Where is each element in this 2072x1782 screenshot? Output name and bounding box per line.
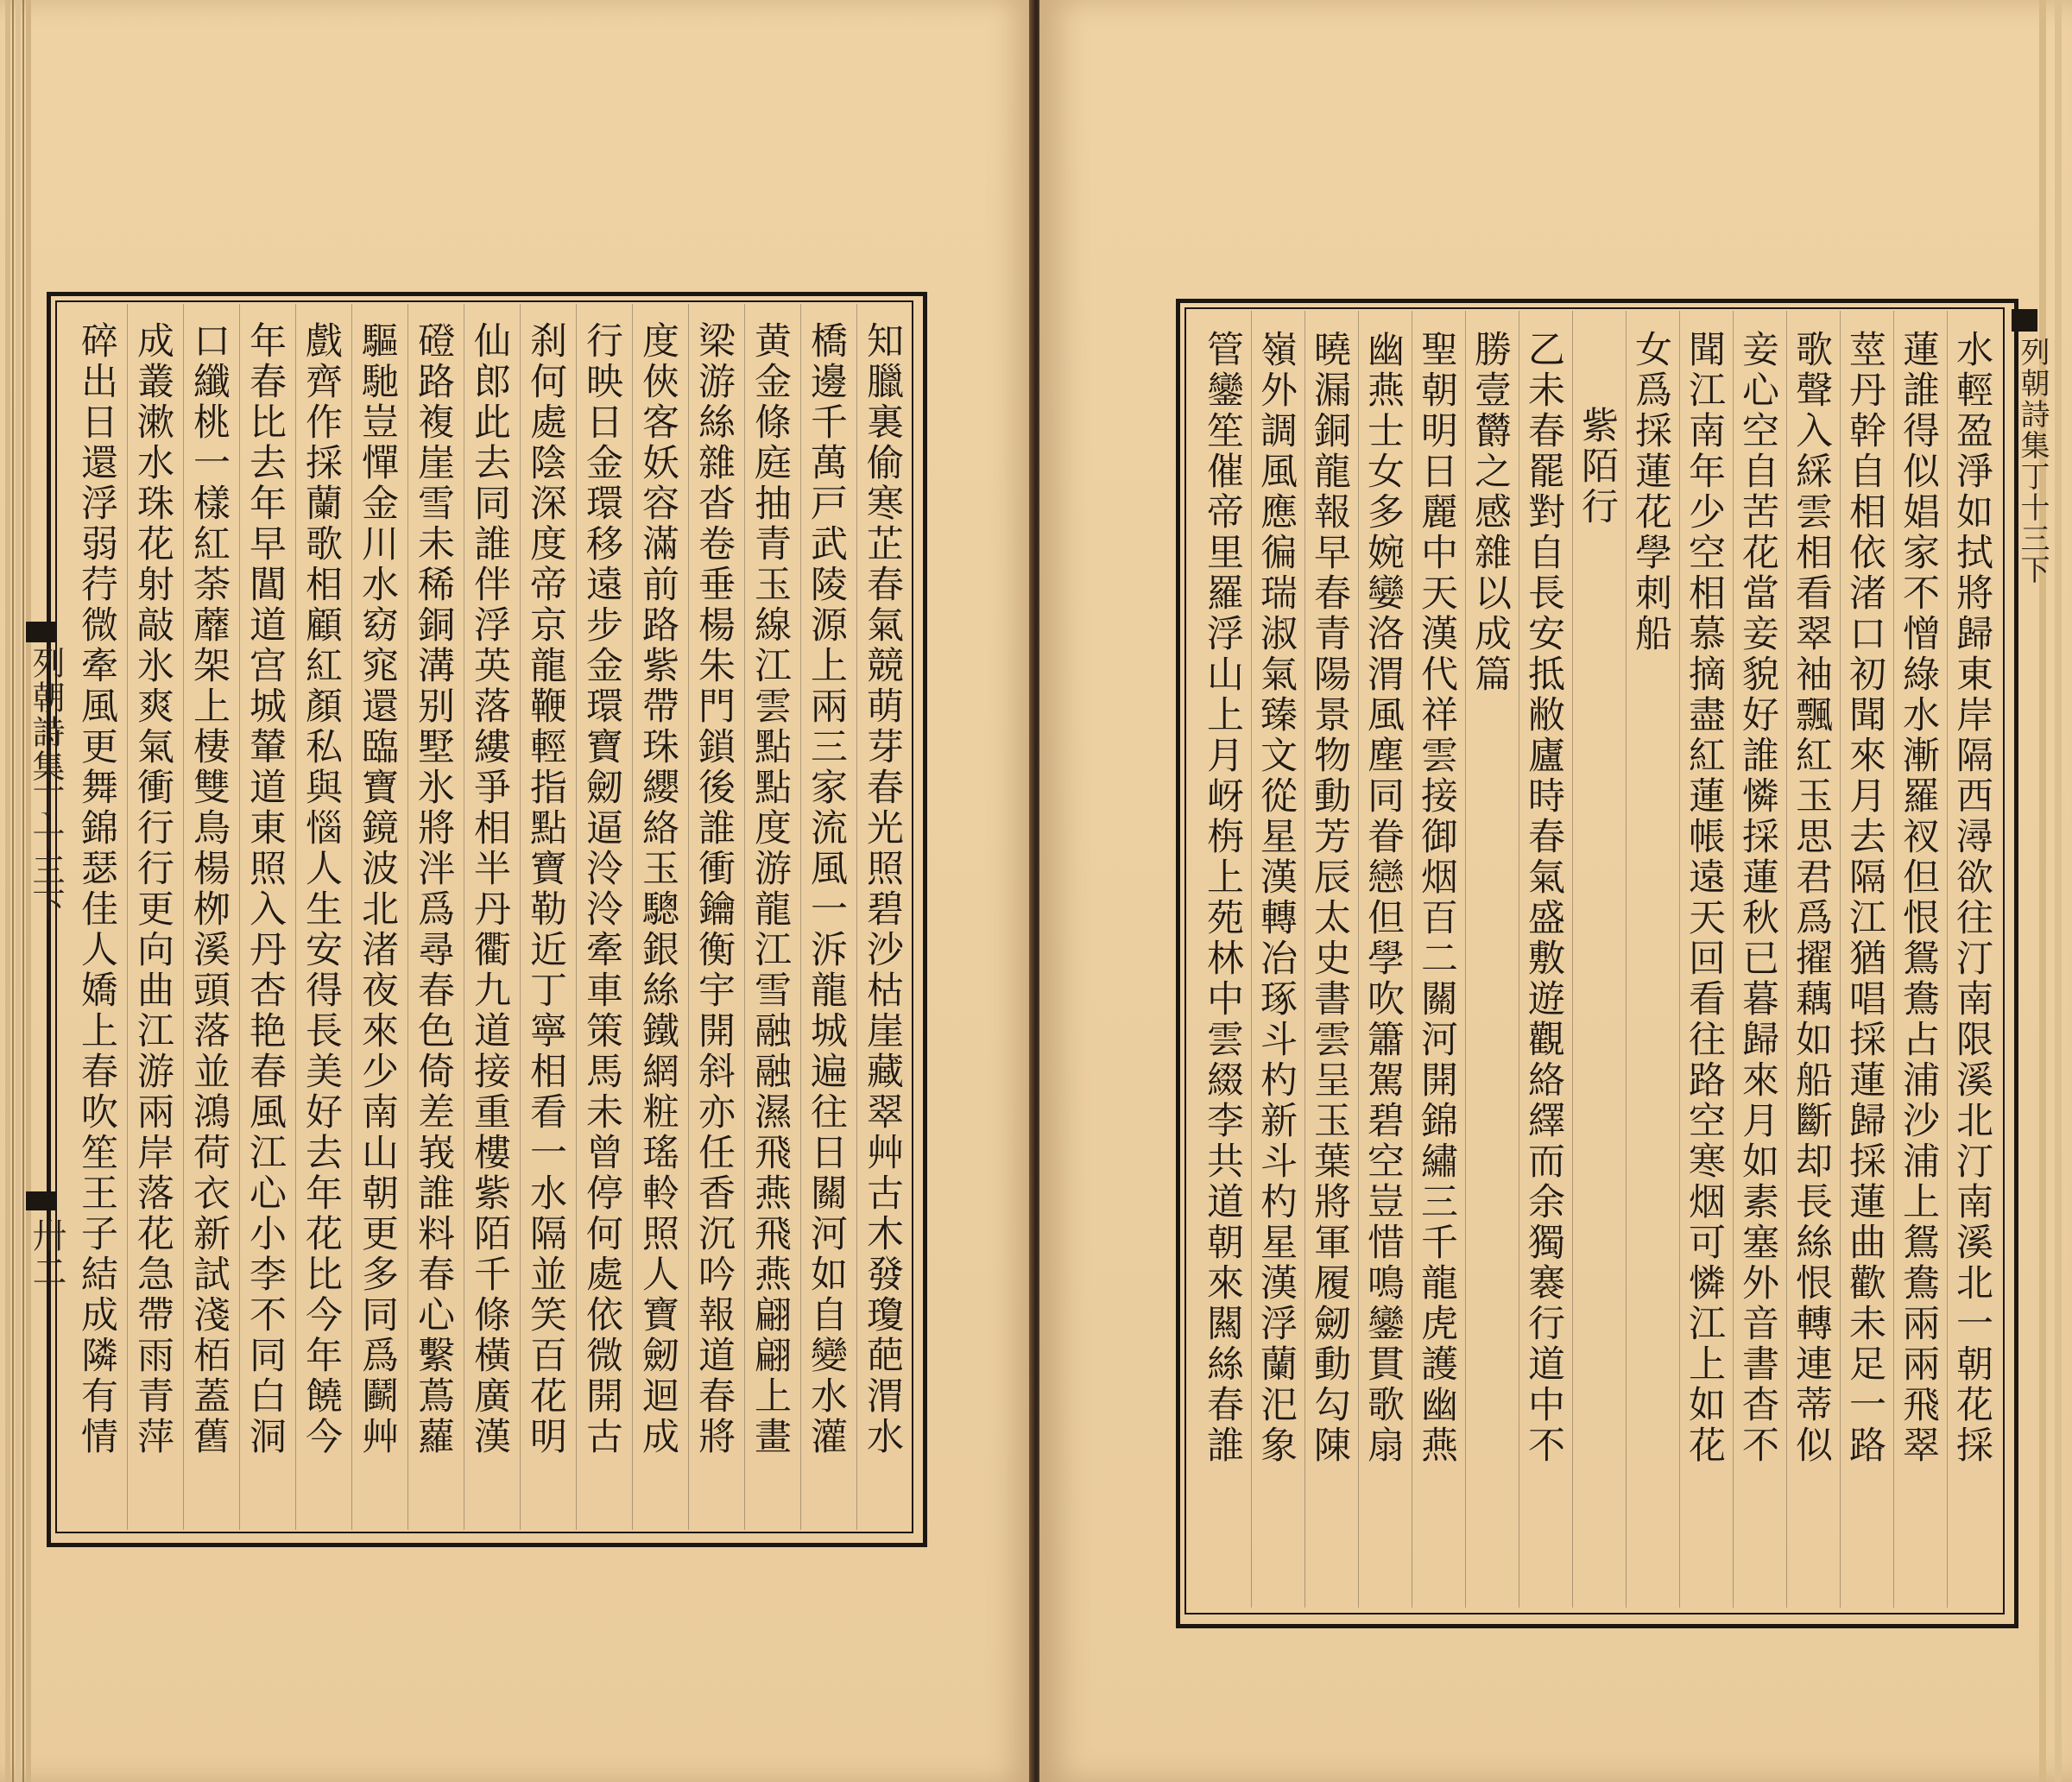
text-column: 幽燕士女多婉孌洛渭風塵同眷戀但學吹簫駕碧空豈惜鳴鑾貫歌扇 [1361,330,1405,1466]
text-column: 蓮誰得似娼家不憎綠水漸羅衩但恨鴛鴦占浦沙浦上鴛鴦兩兩飛翠 [1897,330,1940,1466]
text-column: 行映日金環移遠步金環寶劒逼泠泠牽車策馬未曾停何處依微開古 [580,321,623,1457]
fish-tail-mark [2012,309,2037,332]
column-rule [1572,311,1573,1608]
text-column: 刹何處陰深度帝京龍鞭輕指點寶勒近丁寧相看一水隔並笑百花明 [524,321,567,1457]
folio-number: 卅二 [27,1217,66,1290]
text-column: 聖朝明日麗中天漢代祥雲接御烟百二關河開錦繡三千龍虎護幽燕 [1415,330,1458,1466]
column-rule [1304,311,1305,1608]
page-edge-line [12,0,14,1782]
column-rule [1893,311,1894,1608]
page-edge [2039,0,2046,1782]
text-column: 口纖桃一樣紅荼蘼架上棲雙鳥楊栁溪頭落並鴻荷衣新試淺栢蓋舊 [187,321,231,1457]
column-rule [407,304,408,1530]
column-rule [688,304,689,1530]
page-edge [2055,0,2062,1782]
text-column: 度俠客妖容滿前路紫帶珠纓絡玉驄銀絲鐵網粧瑤軨照人寶劒迴成 [636,321,679,1457]
column-rule [239,304,240,1530]
text-column: 妾心空自苦花當妾貌好誰憐採蓮秋已暮歸來月如素塞外音書杳不 [1736,330,1779,1466]
text-column: 碎出日還浮弱荇微牽風更舞錦瑟佳人嬌上春吹笙王子結成隣有情 [75,321,118,1457]
column-rule [1733,311,1734,1608]
poem-title: 紫陌行 [1576,406,1619,528]
text-column: 梁游絲雜沓卷垂楊朱門鎖後誰衝鑰衡宇開斜亦任香沉吟報道春將 [692,321,736,1457]
column-rule [576,304,577,1530]
column-rule [127,304,128,1530]
column-rule [800,304,801,1530]
column-rule [183,304,184,1530]
column-rule [1465,311,1466,1608]
page-edge [5,0,10,1782]
text-column: 嶺外調風應徧瑞淑氣臻文從星漢轉冶琢斗杓新斗杓星漢浮蘭汜象 [1254,330,1298,1466]
text-column: 女爲採蓮花學刺船 [1629,330,1672,654]
column-rule [1840,311,1841,1608]
text-column: 成叢漱水珠花射敲氷爽氣衝行行更向曲江游兩岸落花急帶雨青萍 [131,321,174,1457]
column-rule [351,304,352,1530]
fish-tail-mark [26,1191,55,1210]
column-rule [1786,311,1787,1608]
column-rule [1626,311,1627,1608]
right-margin-title: 列朝詩集丁十三下 [2015,337,2050,585]
text-column: 磴路複崖雪未稀銅溝别墅氷將泮爲尋春色倚差峩誰料春心繫蔦蘿 [412,321,455,1457]
text-column: 年春比去年早閶道宫城輦道東照入丹杏艳春風江心小李不同白洞 [243,321,287,1457]
column-rule [744,304,745,1530]
text-column: 乙未春罷對自長安抵敝廬時春氣盛敷遊觀絡繹而余獨褰行道中不 [1522,330,1565,1466]
column-rule [1358,311,1359,1608]
column-rule [1947,311,1948,1608]
column-rule [856,304,857,1530]
column-rule [632,304,633,1530]
text-column: 仙郎此去同誰伴浮英落縷爭相半丹衢九道接重樓紫陌千條橫廣漢 [468,321,511,1457]
text-column: 歌聲入綵雲相看翠袖飄紅玉思君爲擢藕如船斷却長絲恨轉連蒂似 [1790,330,1833,1466]
left-margin-title: 列朝詩集丁十三下 [27,646,65,922]
text-column: 聞江南年少空相慕摘盡紅蓮帳遠天回看往路空寒烟可憐江上如花 [1683,330,1726,1466]
text-column: 驅馳豈憚金川水窈窕還臨寶鏡波北渚夜來少南山朝更多同爲鬬艸 [356,321,399,1457]
fish-tail-mark [26,622,55,642]
text-column: 水輕盈淨如拭將歸東岸隔西潯欲往汀南限溪北汀南溪北一朝花採 [1950,330,1993,1466]
text-column: 知臘裏偷寒芷春氣競萌芽春光照碧沙枯崖藏翠艸古木發瓊葩渭水 [861,321,904,1457]
column-rule [520,304,521,1530]
column-rule [1679,311,1680,1608]
text-column: 勝壹欝之感雜以成篇 [1469,330,1512,695]
text-column: 曉漏銅龍報早春青陽景物動芳辰太史書雲呈玉葉將軍履劒動勾陳 [1308,330,1351,1466]
text-column: 管鑾笙催帝里羅浮山上月岈栴上苑林中雲綴李共道朝來闗絲春誰 [1201,330,1244,1466]
text-column: 橋邊千萬戸武陵源上兩三家流風一泝龍城遍往日關河如自變水灌 [805,321,848,1457]
column-rule [1251,311,1252,1608]
text-column: 莖丹幹自相依渚口初聞來月去隔江猶唱採蓮歸採蓮曲歡未足一路 [1843,330,1886,1466]
text-column: 黄金條庭抽青玉線江雲點點度游龍江雪融融濕飛燕飛燕翩翩上畫 [749,321,792,1457]
page-edge [16,0,21,1782]
column-rule [295,304,296,1530]
text-column: 戲齊作採蘭歌相顧紅顏私與惱人生安得長美好去年花比今年饒今 [300,321,343,1457]
